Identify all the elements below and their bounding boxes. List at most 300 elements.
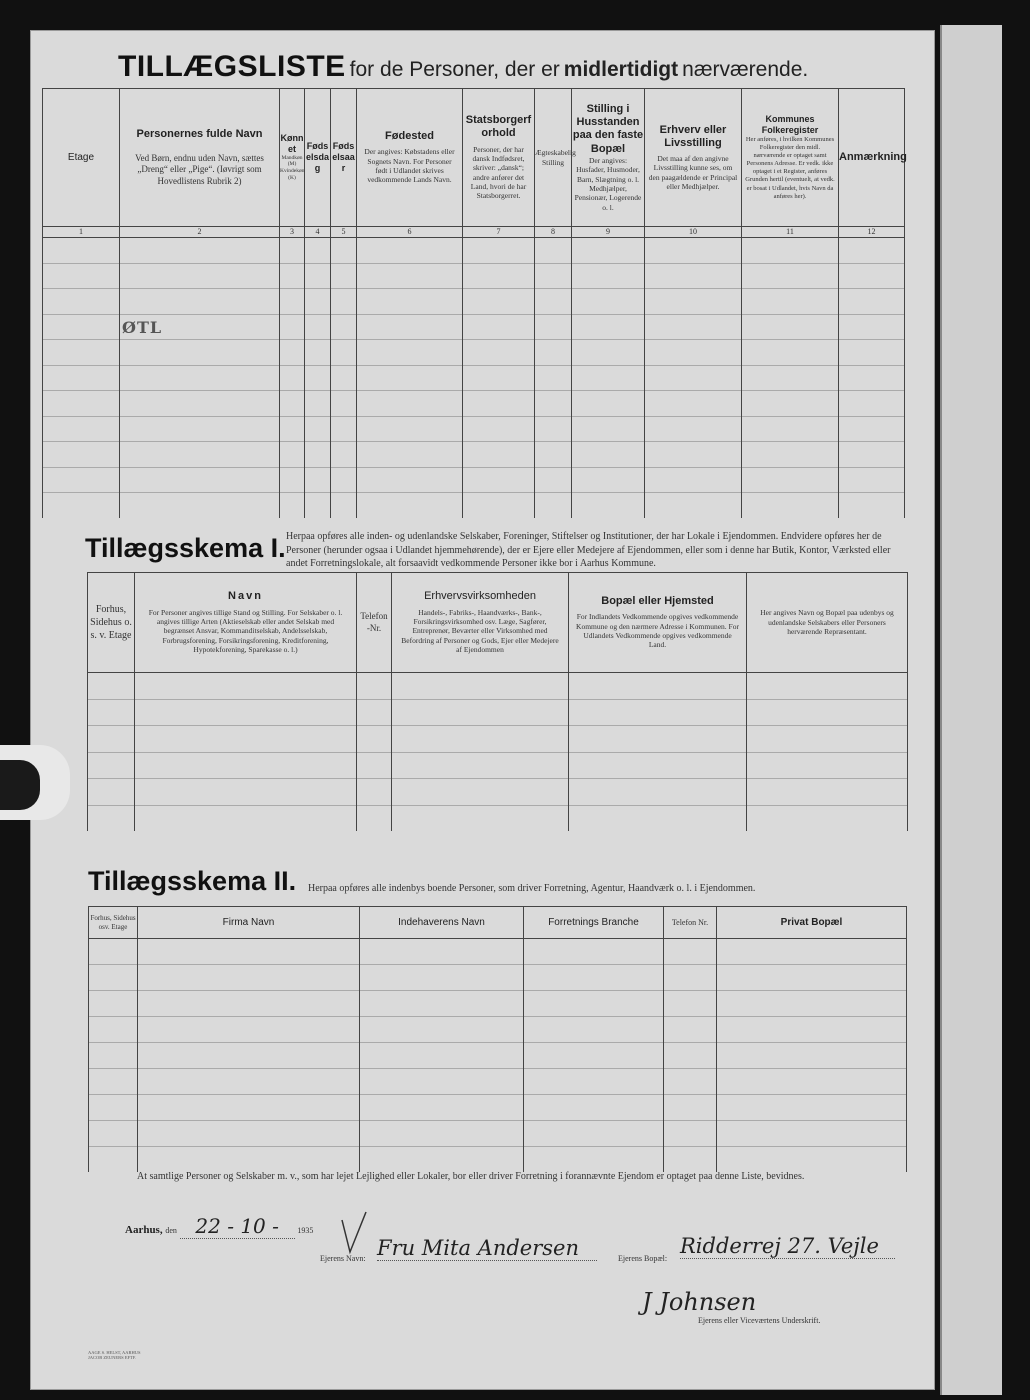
table-cell[interactable]	[120, 365, 280, 391]
table-cell[interactable]	[839, 289, 905, 315]
table-cell[interactable]	[742, 314, 839, 340]
table-cell[interactable]	[572, 365, 645, 391]
table-cell[interactable]	[717, 1147, 907, 1173]
table-cell[interactable]	[717, 1017, 907, 1043]
table-row	[88, 726, 908, 753]
table-cell[interactable]	[88, 805, 135, 831]
table-cell[interactable]	[717, 939, 907, 965]
table-cell[interactable]	[572, 238, 645, 264]
table-cell[interactable]	[331, 442, 357, 468]
skema2-body	[89, 939, 907, 1173]
skema1-col-repraesentant: Her angives Navn og Bopæl paa udenbys og udenlandske Selskabers eller Personers herværende Repræsentant.	[747, 573, 908, 673]
table-cell[interactable]	[569, 699, 747, 726]
table-cell[interactable]	[645, 314, 742, 340]
table-cell[interactable]	[120, 493, 280, 518]
table-cell[interactable]	[717, 991, 907, 1017]
table-cell[interactable]	[747, 726, 908, 753]
main-list-colnum-row: 1 2 3 4 5 6 7 8 9 10 11 12	[43, 227, 905, 238]
footer-date-line	[125, 1214, 313, 1239]
table-cell[interactable]	[535, 416, 572, 442]
table-row	[89, 939, 907, 965]
table-cell[interactable]	[357, 779, 392, 806]
skema2-col-etage: Forhus, Sidehus osv. Etage	[89, 907, 138, 939]
skema1-title: Tillægsskema I.	[85, 533, 286, 563]
footer-den: den	[165, 1226, 177, 1235]
skema2-title: Tillægsskema II.	[88, 866, 297, 896]
table-cell[interactable]	[280, 365, 305, 391]
table-cell[interactable]	[572, 493, 645, 518]
table-cell[interactable]	[138, 1017, 360, 1043]
table-cell[interactable]	[280, 493, 305, 518]
skema1-header-row	[88, 573, 908, 673]
table-cell[interactable]	[645, 493, 742, 518]
table-cell[interactable]	[524, 1121, 664, 1147]
skema1-description: Herpaa opføres alle inden- og udenlandske Selskaber, Foreninger, Stiftelser og Institutioner, der har Lokale i Ejendommen. Endvidere opføres her de Personer (herunder ogsaa i Udlandet hjemmehørende), der er Ejere eller Medejere af Ejendommen, eller som i denne har Butik, Kontor, Værksted eller andet Forretningslokale, alt forsaavidt vedkommende Personer ikke bor i Aarhus Kommune.	[286, 531, 891, 569]
table-cell[interactable]	[569, 726, 747, 753]
table-row	[89, 1043, 907, 1069]
table-cell[interactable]	[569, 779, 747, 806]
col-anmaerkning: Anmærkning	[839, 89, 905, 227]
table-cell[interactable]	[280, 391, 305, 417]
table-cell[interactable]	[664, 1095, 717, 1121]
table-cell[interactable]	[360, 1069, 524, 1095]
table-cell[interactable]	[357, 442, 463, 468]
owner-name-handwritten: Fru Mita Andersen	[377, 1236, 597, 1261]
table-cell[interactable]	[572, 263, 645, 289]
table-cell[interactable]	[331, 340, 357, 366]
table-cell[interactable]	[357, 340, 463, 366]
main-list-body	[43, 238, 905, 518]
table-cell[interactable]	[463, 340, 535, 366]
table-cell[interactable]	[535, 289, 572, 315]
table-cell[interactable]	[645, 416, 742, 442]
table-cell[interactable]	[305, 314, 331, 340]
census-form-page	[30, 30, 935, 1390]
table-cell[interactable]	[664, 1069, 717, 1095]
table-cell[interactable]	[839, 340, 905, 366]
table-cell[interactable]	[645, 365, 742, 391]
table-row	[43, 340, 905, 366]
table-cell[interactable]	[839, 263, 905, 289]
table-cell[interactable]	[138, 1043, 360, 1069]
main-list-header-row	[43, 89, 905, 227]
table-cell[interactable]	[305, 416, 331, 442]
skema1-table	[87, 572, 908, 831]
main-title-rest1: for de Personer, der er	[349, 58, 560, 81]
table-cell[interactable]	[280, 442, 305, 468]
table-cell[interactable]	[305, 289, 331, 315]
col-etage: Etage	[43, 89, 120, 227]
table-cell[interactable]	[572, 340, 645, 366]
table-cell[interactable]	[645, 442, 742, 468]
table-cell[interactable]	[43, 467, 120, 493]
table-cell[interactable]	[717, 1121, 907, 1147]
table-cell[interactable]	[645, 467, 742, 493]
table-cell[interactable]	[747, 752, 908, 779]
table-cell[interactable]	[357, 391, 463, 417]
table-cell[interactable]	[43, 391, 120, 417]
table-cell[interactable]	[524, 1069, 664, 1095]
table-cell[interactable]	[360, 1043, 524, 1069]
col-statsborger: Statsborgerforhold Personer, der har dansk Indfødsret, skriver: „dansk“; andre anfører det Land, hvori de har Statsborgerret.	[463, 89, 535, 227]
table-cell[interactable]	[331, 289, 357, 315]
table-row	[43, 365, 905, 391]
table-cell[interactable]	[357, 365, 463, 391]
table-cell[interactable]	[360, 1121, 524, 1147]
table-cell[interactable]	[357, 467, 463, 493]
table-cell[interactable]	[463, 442, 535, 468]
table-row	[89, 991, 907, 1017]
table-cell[interactable]	[280, 238, 305, 264]
skema1-col-etage: Forhus, Sidehus o. s. v. Etage	[88, 573, 135, 673]
table-cell[interactable]	[331, 365, 357, 391]
table-cell[interactable]	[463, 365, 535, 391]
table-cell[interactable]	[120, 416, 280, 442]
table-cell[interactable]	[360, 939, 524, 965]
table-cell[interactable]	[43, 365, 120, 391]
table-cell[interactable]	[331, 416, 357, 442]
table-cell[interactable]	[357, 238, 463, 264]
table-cell[interactable]	[572, 314, 645, 340]
table-cell[interactable]	[305, 442, 331, 468]
table-cell[interactable]	[839, 467, 905, 493]
table-cell[interactable]	[305, 340, 331, 366]
check-mark-icon	[340, 1210, 370, 1260]
skema2-header-row	[89, 907, 907, 939]
footer-date-handwritten: 22 - 10 -	[180, 1214, 295, 1239]
table-cell[interactable]	[120, 289, 280, 315]
owner-address-label: Ejerens Bopæl:	[618, 1254, 668, 1263]
table-cell[interactable]	[742, 238, 839, 264]
table-cell[interactable]	[524, 1147, 664, 1173]
table-row	[89, 1147, 907, 1173]
table-cell[interactable]	[392, 805, 569, 831]
table-cell[interactable]	[135, 805, 357, 831]
table-row	[43, 416, 905, 442]
table-cell[interactable]	[357, 263, 463, 289]
table-row	[43, 442, 905, 468]
table-cell[interactable]	[89, 1147, 138, 1173]
table-cell[interactable]	[392, 673, 569, 700]
table-cell[interactable]	[747, 805, 908, 831]
table-cell[interactable]	[89, 939, 138, 965]
table-cell[interactable]	[305, 493, 331, 518]
table-cell[interactable]	[120, 340, 280, 366]
skema2-col-branche: Forretnings Branche	[524, 907, 664, 939]
table-cell[interactable]	[357, 805, 392, 831]
table-cell[interactable]	[89, 991, 138, 1017]
main-title-bold: TILLÆGSLISTE	[118, 50, 346, 83]
table-cell[interactable]	[839, 493, 905, 518]
table-cell[interactable]	[357, 752, 392, 779]
skema1-col-bopael: Bopæl eller Hjemsted For Indlandets Vedkommende opgives vedkommende Kommune og den nærmere Adresse i Kommunen. For Udlandets Vedkommende opgives vedkommende Land.	[569, 573, 747, 673]
owner-address-handwritten: Ridderrej 27. Vejle	[680, 1234, 895, 1259]
table-cell[interactable]	[524, 991, 664, 1017]
col-foedested: Fødested Der angives: Købstadens eller Sognets Navn. For Personer født i Udlandet skrives vedkommende Lands Navn.	[357, 89, 463, 227]
table-cell[interactable]	[392, 752, 569, 779]
table-cell[interactable]	[839, 365, 905, 391]
binder-tab-shadow	[0, 760, 40, 810]
table-cell[interactable]	[43, 289, 120, 315]
table-row	[88, 673, 908, 700]
table-cell[interactable]	[717, 965, 907, 991]
table-cell[interactable]	[717, 1043, 907, 1069]
table-cell[interactable]	[138, 1095, 360, 1121]
table-cell[interactable]	[463, 289, 535, 315]
table-cell[interactable]	[89, 1095, 138, 1121]
table-row	[43, 314, 905, 340]
skema2-col-indehaver: Indehaverens Navn	[360, 907, 524, 939]
col-navn: Personernes fulde Navn Ved Børn, endnu uden Navn, sættes „Dreng“ eller „Pige“. (Iøvrigt som Hovedlistens Rubrik 2)	[120, 89, 280, 227]
table-cell[interactable]	[89, 1069, 138, 1095]
table-cell[interactable]	[664, 1043, 717, 1069]
table-cell[interactable]	[360, 991, 524, 1017]
owner-name-label: Ejerens Navn:	[320, 1254, 366, 1263]
table-cell[interactable]	[135, 726, 357, 753]
table-row	[89, 1095, 907, 1121]
table-cell[interactable]	[280, 314, 305, 340]
table-cell[interactable]	[135, 779, 357, 806]
table-cell[interactable]	[331, 314, 357, 340]
table-row	[88, 752, 908, 779]
table-cell[interactable]	[535, 365, 572, 391]
col-koennet: Kønnet Mandkøn (M) Kvindekøn (K)	[280, 89, 305, 227]
table-cell[interactable]	[43, 314, 120, 340]
table-row	[89, 965, 907, 991]
table-cell[interactable]	[360, 965, 524, 991]
table-cell[interactable]	[280, 263, 305, 289]
table-cell[interactable]	[357, 673, 392, 700]
table-cell[interactable]	[463, 416, 535, 442]
table-cell[interactable]	[89, 1121, 138, 1147]
table-cell[interactable]	[524, 1043, 664, 1069]
table-cell[interactable]	[664, 965, 717, 991]
table-cell[interactable]	[331, 467, 357, 493]
table-row	[88, 805, 908, 831]
table-cell[interactable]	[120, 442, 280, 468]
table-cell[interactable]	[664, 1017, 717, 1043]
table-cell[interactable]	[572, 442, 645, 468]
table-cell[interactable]	[645, 391, 742, 417]
table-cell[interactable]	[572, 289, 645, 315]
table-cell[interactable]	[89, 1017, 138, 1043]
table-cell[interactable]	[88, 752, 135, 779]
table-cell[interactable]	[645, 263, 742, 289]
table-cell[interactable]	[43, 263, 120, 289]
table-cell[interactable]	[305, 391, 331, 417]
table-cell[interactable]	[524, 1017, 664, 1043]
table-cell[interactable]	[535, 340, 572, 366]
skema2-col-privat-bopael: Privat Bopæl	[717, 907, 907, 939]
main-title-bold2: midlertidigt	[563, 58, 679, 81]
table-cell[interactable]	[43, 238, 120, 264]
table-cell[interactable]	[664, 939, 717, 965]
table-row	[88, 699, 908, 726]
table-cell[interactable]	[664, 991, 717, 1017]
table-cell[interactable]	[43, 340, 120, 366]
table-cell[interactable]	[742, 493, 839, 518]
table-cell[interactable]	[535, 493, 572, 518]
table-cell[interactable]	[331, 238, 357, 264]
skema1-col-telefon: Telefon-Nr.	[357, 573, 392, 673]
table-cell[interactable]	[535, 391, 572, 417]
table-cell[interactable]	[305, 238, 331, 264]
table-cell[interactable]	[357, 699, 392, 726]
table-row	[89, 1121, 907, 1147]
table-cell[interactable]	[43, 442, 120, 468]
table-cell[interactable]	[120, 391, 280, 417]
table-cell[interactable]	[120, 238, 280, 264]
table-cell[interactable]	[463, 238, 535, 264]
skema1-col-erhverv: Erhvervsvirksomheden Handels-, Fabriks-, Haandværks-, Bank-, Forsikringsvirksomhed osv. Læge, Sagfører, Entreprenør, Beværter eller Virksomhed med Befordring af Personer og Gods, Ejer eller Medejere af Ejendommen	[392, 573, 569, 673]
table-cell[interactable]	[463, 391, 535, 417]
table-cell[interactable]	[331, 493, 357, 518]
table-cell[interactable]	[839, 442, 905, 468]
table-cell[interactable]	[645, 238, 742, 264]
table-cell[interactable]	[535, 467, 572, 493]
table-cell[interactable]	[463, 263, 535, 289]
table-cell[interactable]	[839, 416, 905, 442]
table-row	[88, 779, 908, 806]
table-cell[interactable]	[280, 467, 305, 493]
table-cell[interactable]	[280, 340, 305, 366]
table-cell[interactable]	[717, 1069, 907, 1095]
table-cell[interactable]	[88, 699, 135, 726]
table-cell[interactable]	[138, 1069, 360, 1095]
table-cell[interactable]	[357, 314, 463, 340]
table-cell[interactable]	[89, 1043, 138, 1069]
table-cell[interactable]	[664, 1147, 717, 1173]
table-cell[interactable]	[742, 416, 839, 442]
table-cell[interactable]	[392, 699, 569, 726]
table-cell[interactable]	[535, 238, 572, 264]
table-cell[interactable]	[572, 467, 645, 493]
table-cell[interactable]	[645, 340, 742, 366]
col-erhverv: Erhverv eller Livsstilling Det maa af den angivne Livsstilling kunne ses, om den paagældende er Principal eller Medhjælper.	[645, 89, 742, 227]
skema2-col-firma: Firma Navn	[138, 907, 360, 939]
table-cell[interactable]	[120, 263, 280, 289]
table-cell[interactable]	[747, 673, 908, 700]
table-cell[interactable]	[392, 779, 569, 806]
signature-handwritten: J Johnsen	[642, 1288, 757, 1316]
table-cell[interactable]	[463, 314, 535, 340]
main-list-table	[42, 88, 905, 518]
table-cell[interactable]	[839, 238, 905, 264]
footer-place: Aarhus,	[125, 1224, 163, 1236]
table-cell[interactable]	[135, 699, 357, 726]
table-cell[interactable]	[305, 365, 331, 391]
table-cell[interactable]	[357, 726, 392, 753]
col-folkeregister: Kommunes Folkeregister Her anføres, i hvilken Kommunes Folkeregister den midl. nærværende er optaget samt Personens Adresse. Er vedk. ikke optaget i et Register, anføres Grunden hertil (eventuelt, at vedk. er bosat i Udlandet, hvis Navn da anføres her).	[742, 89, 839, 227]
table-cell[interactable]	[569, 805, 747, 831]
table-cell[interactable]	[138, 991, 360, 1017]
col-aegteskab: Ægteskabelig Stilling	[535, 89, 572, 227]
table-cell[interactable]	[664, 1121, 717, 1147]
table-cell[interactable]	[392, 726, 569, 753]
skema2-table	[88, 906, 907, 1172]
table-cell[interactable]	[535, 263, 572, 289]
table-cell[interactable]	[331, 263, 357, 289]
table-cell[interactable]	[138, 965, 360, 991]
table-cell[interactable]	[135, 673, 357, 700]
table-cell[interactable]	[742, 391, 839, 417]
printer-mark: AAGE S. HELST, AARHUS JACOB ZEUNERS EFTF.	[88, 1350, 141, 1361]
table-row	[89, 1069, 907, 1095]
table-row	[43, 238, 905, 264]
table-cell[interactable]	[742, 289, 839, 315]
table-cell[interactable]	[43, 493, 120, 518]
table-cell[interactable]	[463, 493, 535, 518]
table-cell[interactable]	[360, 1095, 524, 1121]
table-cell[interactable]	[463, 467, 535, 493]
table-cell[interactable]	[43, 416, 120, 442]
table-row	[43, 467, 905, 493]
table-cell[interactable]	[747, 699, 908, 726]
table-cell[interactable]	[524, 939, 664, 965]
table-cell[interactable]	[89, 965, 138, 991]
table-cell[interactable]	[645, 289, 742, 315]
table-cell[interactable]	[572, 416, 645, 442]
table-cell[interactable]	[535, 442, 572, 468]
table-cell[interactable]	[360, 1147, 524, 1173]
table-cell[interactable]	[717, 1095, 907, 1121]
table-cell[interactable]	[357, 416, 463, 442]
table-cell[interactable]	[524, 1095, 664, 1121]
table-cell[interactable]	[569, 673, 747, 700]
table-cell[interactable]	[742, 467, 839, 493]
table-cell[interactable]	[280, 289, 305, 315]
table-cell[interactable]	[360, 1017, 524, 1043]
table-cell[interactable]	[135, 752, 357, 779]
table-cell[interactable]	[742, 442, 839, 468]
footer-statement: At samtlige Personer og Selskaber m. v., som har lejet Lejlighed eller Lokaler, bor eller driver Forretning i forannævnte Ejendom er optaget paa denne Liste, bevidnes.	[137, 1171, 805, 1182]
table-cell[interactable]	[535, 314, 572, 340]
table-cell[interactable]	[88, 726, 135, 753]
table-cell[interactable]	[524, 965, 664, 991]
table-cell[interactable]	[138, 1121, 360, 1147]
table-cell[interactable]	[120, 467, 280, 493]
signature-label: Ejerens eller Viceværtens Underskrift.	[698, 1316, 821, 1325]
table-row	[89, 1017, 907, 1043]
main-title-rest2: nærværende.	[682, 58, 809, 81]
table-cell[interactable]	[138, 1147, 360, 1173]
table-cell[interactable]	[742, 263, 839, 289]
table-cell[interactable]	[742, 340, 839, 366]
table-cell[interactable]	[747, 779, 908, 806]
table-cell[interactable]	[357, 493, 463, 518]
table-cell[interactable]	[138, 939, 360, 965]
table-cell[interactable]	[839, 391, 905, 417]
table-row	[43, 289, 905, 315]
table-cell[interactable]	[357, 289, 463, 315]
table-cell[interactable]	[305, 263, 331, 289]
table-cell[interactable]	[839, 314, 905, 340]
next-page-edge	[940, 25, 1002, 1395]
table-cell[interactable]	[88, 779, 135, 806]
skema1-col-navn: Navn For Personer angives tillige Stand og Stilling. For Selskaber o. l. angives tillige Arten (Aktieselskab eller andet Selskab med begrænset Ansvar, Kommanditselskab, Andelsselskab, Forbrugsforening, Forsikringsforening, Kreditforening, Hypotekforening, Sparekasse o. l.)	[135, 573, 357, 673]
table-cell[interactable]	[742, 365, 839, 391]
table-cell[interactable]	[280, 416, 305, 442]
table-row	[43, 263, 905, 289]
table-cell[interactable]	[305, 467, 331, 493]
table-row	[43, 391, 905, 417]
footer-year: 1935	[297, 1226, 314, 1235]
table-cell[interactable]	[572, 391, 645, 417]
table-row	[43, 493, 905, 518]
table-cell[interactable]	[88, 673, 135, 700]
table-cell[interactable]	[569, 752, 747, 779]
table-cell[interactable]	[331, 391, 357, 417]
